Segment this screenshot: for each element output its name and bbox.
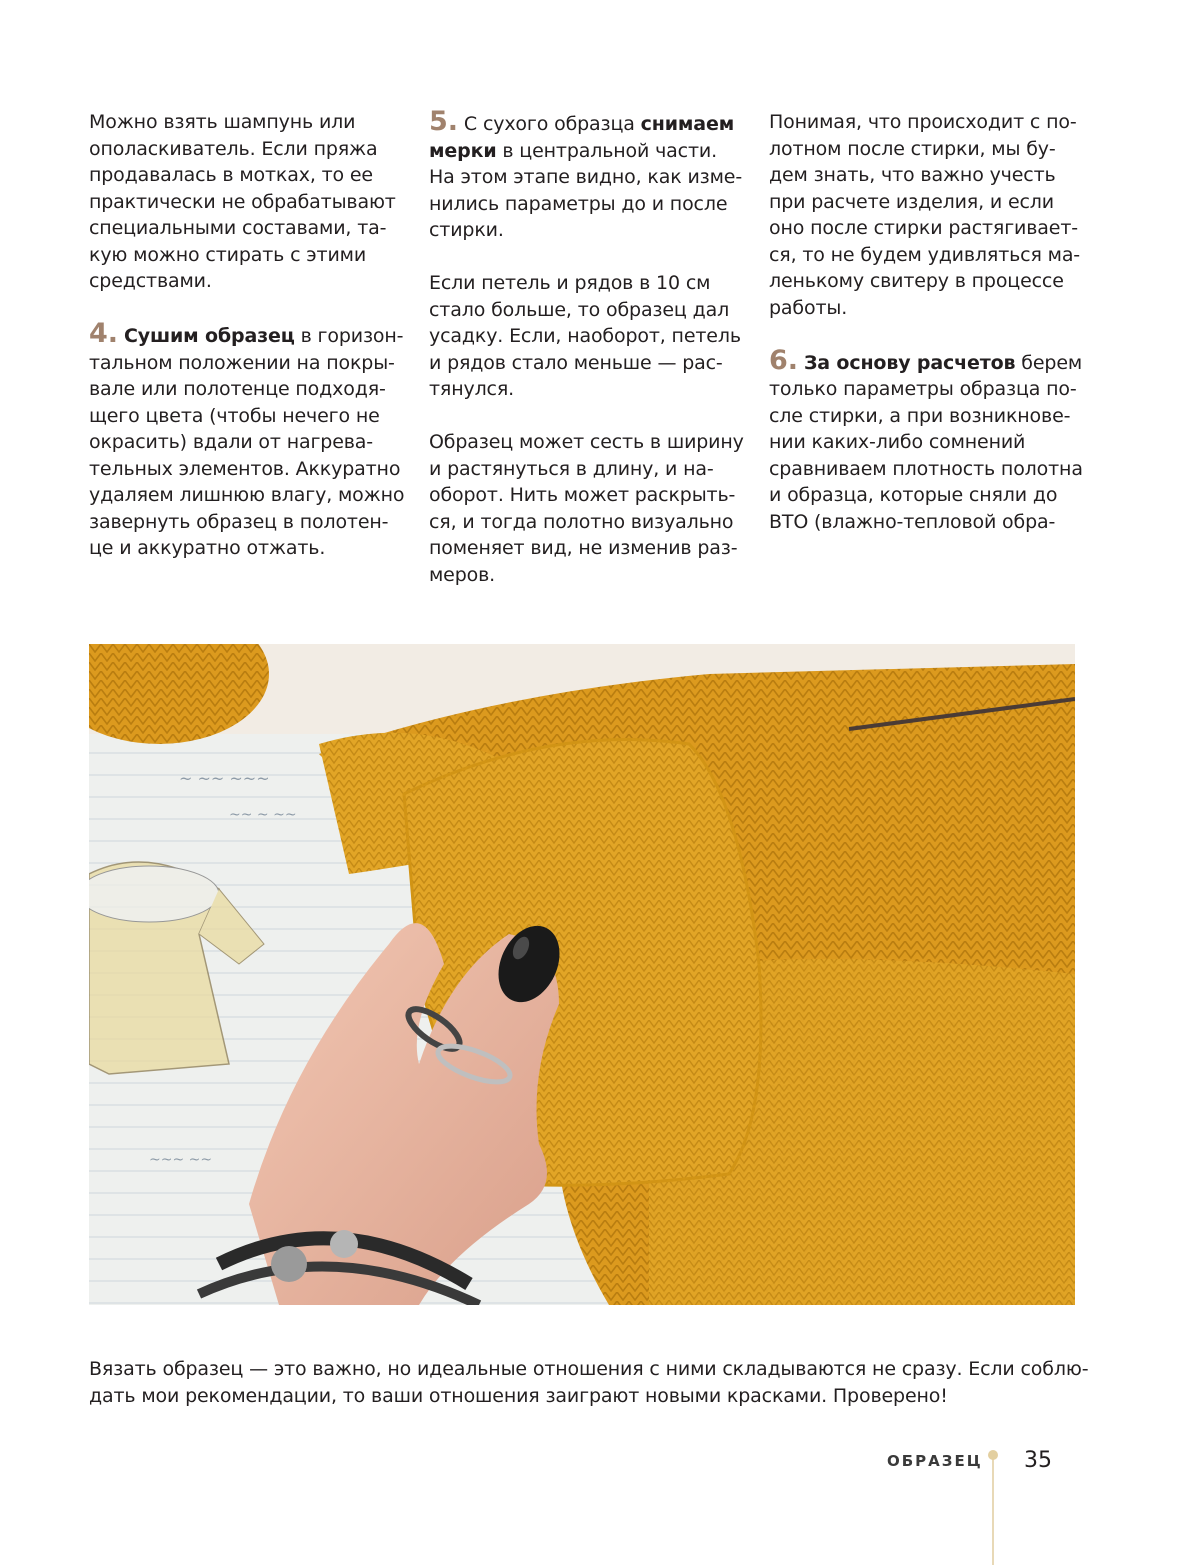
text-line: Если петель и рядов в 10 см: [429, 272, 711, 294]
text-line: оборот. Нить может раскрыть-: [429, 484, 736, 506]
text-line: ВТО (влажно-тепловой обра-: [769, 510, 1056, 533]
step-title: Сушим образец: [123, 325, 295, 347]
step-title: снимаем: [640, 113, 735, 135]
step-number: 5.: [429, 106, 459, 137]
text-line: при расчете изделия, и если: [769, 190, 1054, 213]
knitting-swatch-photo: [89, 644, 1075, 1305]
step-4: [89, 318, 405, 562]
step-6-heading-line: [769, 344, 1084, 377]
step-5-heading-line: [429, 106, 741, 138]
text-line: Понимая, что происходит с по-: [769, 111, 1077, 133]
text-line: тальном положении на покры-: [89, 351, 395, 374]
text-line: продавалась в мотках, то ее: [89, 164, 373, 186]
section-title: ОБРАЗЕЦ: [887, 1452, 983, 1470]
step-6: [769, 344, 1084, 536]
col3-paragraph-1: [769, 109, 1084, 321]
text-fragment: С сухого образца: [458, 113, 641, 135]
text-line: ленькому свитеру в процессе: [769, 270, 1064, 292]
text-line: це и аккуратно отжать.: [89, 537, 326, 559]
text-line: тянулся.: [429, 378, 515, 400]
text-line: лотном после стирки, мы бу-: [769, 137, 1056, 160]
closing-paragraph: [89, 1356, 1089, 1410]
text-line: На этом этапе видно, как изме-: [429, 166, 743, 188]
text-line: удаляем лишнюю влагу, можно: [89, 484, 405, 506]
text-line: нились параметры до и после: [429, 192, 728, 215]
text-line: стало больше, то образец дал: [429, 298, 730, 321]
text-line: сле стирки, а при возникнове-: [769, 404, 1071, 427]
text-line: и рядов стало меньше — рас-: [429, 351, 723, 374]
text-line: поменяет вид, не изменив раз-: [429, 537, 738, 559]
text-fragment: в центральной части.: [496, 139, 717, 162]
svg-text:~~~ ~~: ~~~ ~~: [149, 1152, 213, 1168]
text-line: Вязать образец — это важно, но идеальные отношения с ними складываются не сразу. Если соблю-: [89, 1358, 1089, 1380]
step-number: 4.: [89, 318, 119, 349]
col1-intro: [89, 109, 399, 295]
text-line: Образец может сесть в ширину: [429, 431, 744, 453]
step-4-heading-line: [89, 318, 404, 350]
text-line: дем знать, что важно учесть: [769, 164, 1056, 186]
text-line: сравниваем плотность полотна: [769, 457, 1083, 480]
text-line: ся, и тогда полотно визуально: [429, 510, 734, 533]
text-line: оно после стирки растягивает-: [769, 217, 1078, 239]
col2-paragraph-3: [429, 429, 744, 588]
text-line: усадку. Если, наоборот, петель: [429, 325, 741, 347]
text-column-1: [89, 109, 405, 562]
text-line: специальными составами, та-: [89, 217, 387, 239]
text-line: меров.: [429, 563, 496, 586]
col2-paragraph-2: [429, 270, 741, 403]
svg-text:~ ~~ ~~~: ~ ~~ ~~~: [179, 769, 270, 788]
text-line: стирки.: [429, 219, 504, 241]
text-line: завернуть образец в полотен-: [89, 510, 389, 533]
text-line: тельных элементов. Аккуратно: [89, 457, 401, 480]
footer-divider: [992, 1458, 994, 1565]
text-line: ся, то не будем удивляться ма-: [769, 243, 1081, 266]
step-number: 6.: [769, 344, 799, 376]
page-number: 35: [1024, 1448, 1052, 1473]
svg-text:~~ ~ ~~: ~~ ~ ~~: [229, 807, 297, 823]
text-column-3: [769, 109, 1084, 535]
text-line: [429, 138, 741, 165]
text-line: дать мои рекомендации, то ваши отношения заиграют новыми красками. Проверено!: [89, 1385, 948, 1407]
text-fragment: берем: [1015, 351, 1083, 374]
text-line: и растянуться в длину, и на-: [429, 457, 714, 480]
text-line: практически не обрабатывают: [89, 190, 396, 213]
step-5: [429, 106, 743, 244]
text-line: Можно взять шампунь или: [89, 111, 356, 133]
footer-dot-icon: [988, 1450, 998, 1460]
text-line: щего цвета (чтобы нечего не: [89, 404, 380, 427]
step-title: мерки: [429, 139, 497, 162]
text-column-2: [429, 106, 744, 588]
text-line: ополаскиватель. Если пряжа: [89, 137, 378, 160]
text-line: окрасить) вдали от нагрева-: [89, 431, 374, 453]
step-title: За основу расчетов: [803, 351, 1016, 374]
text-line: работы.: [769, 296, 848, 319]
text-fragment: в горизон-: [294, 325, 404, 347]
text-line: и образца, которые сняли до: [769, 484, 1058, 506]
text-line: только параметры образца по-: [769, 378, 1077, 400]
text-line: кую можно стирать с этими: [89, 243, 367, 266]
text-line: нии каких-либо сомнений: [769, 431, 1026, 453]
text-line: вале или полотенце подходя-: [89, 378, 386, 400]
text-line: средствами.: [89, 270, 212, 292]
